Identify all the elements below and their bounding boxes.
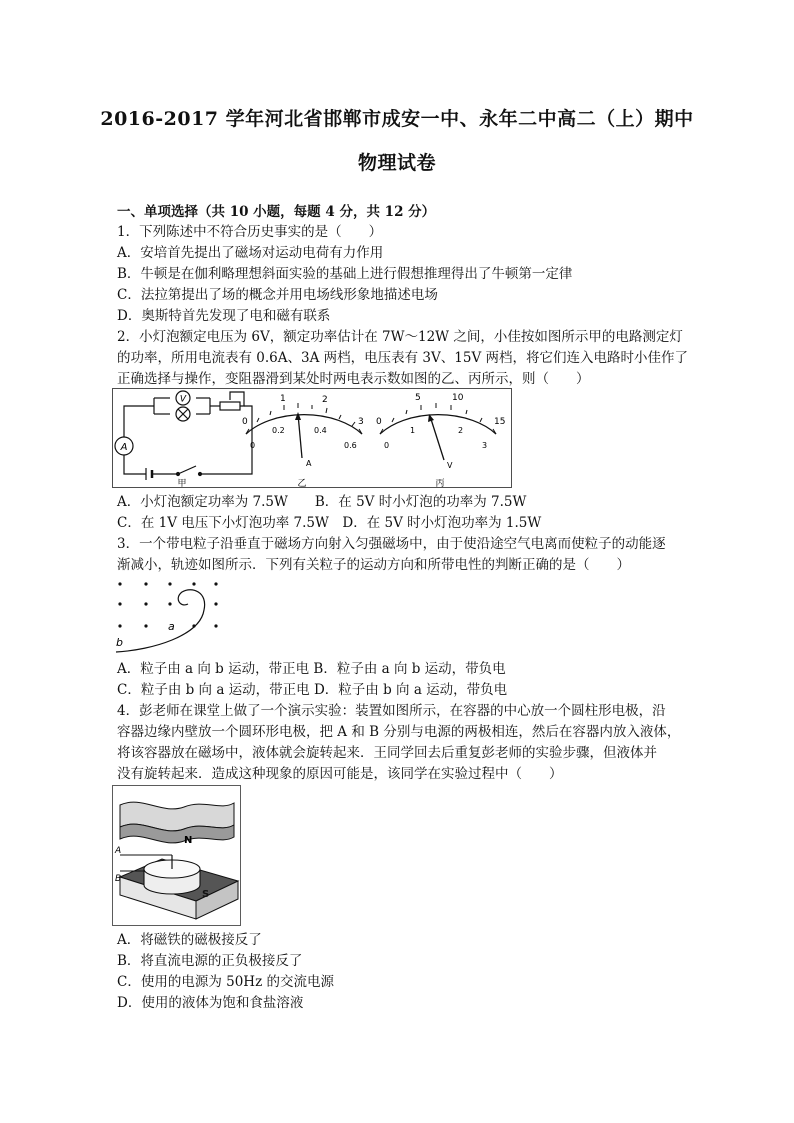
q4-option-c: C．使用的电源为 50Hz 的交流电源 bbox=[117, 974, 334, 990]
svg-text:2: 2 bbox=[458, 426, 464, 435]
electrode-a-label: A bbox=[115, 846, 122, 856]
svg-text:V: V bbox=[179, 394, 187, 405]
svg-text:V: V bbox=[447, 461, 453, 470]
svg-text:0: 0 bbox=[384, 441, 390, 450]
lamp-symbol bbox=[176, 407, 190, 421]
svg-text:1: 1 bbox=[280, 394, 286, 404]
q1-option-b: B．牛顿是在伽利略理想斜面实验的基础上进行假想推理得出了牛顿第一定律 bbox=[117, 266, 573, 282]
svg-text:0.2: 0.2 bbox=[272, 426, 285, 435]
ammeter-dial bbox=[242, 394, 364, 488]
circuit-diagram bbox=[124, 392, 252, 480]
q3-options-ab: A．粒子由 a 向 b 运动，带正电 B．粒子由 a 向 b 运动，带负电 bbox=[117, 661, 506, 677]
svg-text:N: N bbox=[184, 835, 193, 846]
svg-text:S: S bbox=[202, 889, 210, 900]
q4-figure bbox=[112, 785, 242, 927]
ammeter-symbol bbox=[115, 437, 133, 455]
svg-text:0: 0 bbox=[250, 441, 256, 450]
circuit-label: 甲 bbox=[177, 479, 187, 488]
q4-option-b: B．将直流电源的正负极接反了 bbox=[117, 953, 303, 969]
svg-text:3: 3 bbox=[358, 417, 364, 427]
q3-stem-line2: 渐减小，轨迹如图所示．下列有关粒子的运动方向和所带电性的判断正确的是（ ） bbox=[117, 557, 630, 573]
svg-text:1: 1 bbox=[410, 426, 416, 435]
point-a-label: a bbox=[168, 620, 175, 633]
q1-option-a: A．安培首先提出了磁场对运动电荷有力作用 bbox=[117, 245, 384, 261]
q1-option-c: C．法拉第提出了场的概念并用电场线形象地描述电场 bbox=[117, 287, 438, 303]
q4-stem-line2: 容器边缘内壁放一个圆环形电极，把 A 和 B 分别与电源的两极相连，然后在容器内放入液体， bbox=[117, 724, 681, 740]
svg-text:A: A bbox=[306, 459, 312, 468]
svg-text:0.6: 0.6 bbox=[344, 441, 357, 450]
q4-stem-line4: 没有旋转起来．造成这种现象的原因可能是，该同学在实验过程中（ ） bbox=[117, 766, 563, 782]
q4-option-a: A．将磁铁的磁极接反了 bbox=[117, 932, 262, 948]
page-subtitle: 物理试卷 bbox=[357, 152, 436, 174]
svg-text:3: 3 bbox=[482, 441, 488, 450]
q1-option-d: D．奥斯特首先发现了电和磁有联系 bbox=[117, 308, 331, 324]
q3-options-cd: C．粒子由 b 向 a 运动，带正电 D．粒子由 b 向 a 运动，带负电 bbox=[117, 682, 508, 698]
point-b-label: b bbox=[116, 636, 123, 649]
voltmeter-symbol bbox=[176, 391, 190, 405]
voltmeter-dial bbox=[376, 393, 505, 488]
svg-text:0: 0 bbox=[376, 417, 382, 427]
ammeter-label: 乙 bbox=[297, 479, 307, 488]
q2-stem-line2: 的功率，所用电流表有 0.6A、3A 两档，电压表有 3V、15V 两档，将它们连入电路时小佳作了 bbox=[117, 350, 688, 366]
q2-figure bbox=[112, 388, 512, 488]
svg-text:0.4: 0.4 bbox=[314, 426, 327, 435]
q4-option-d: D．使用的液体为饱和食盐溶液 bbox=[117, 995, 304, 1011]
q3-figure bbox=[112, 576, 220, 656]
voltmeter-label: 丙 bbox=[435, 479, 445, 488]
svg-text:15: 15 bbox=[494, 417, 506, 427]
q2-stem-line3: 正确选择与操作，变阻器滑到某处时两电表示数如图的乙、丙所示，则（ ） bbox=[117, 371, 590, 387]
page-title: 2016-2017 学年河北省邯郸市成安一中、永年二中高二（上）期中 bbox=[100, 108, 694, 130]
svg-text:10: 10 bbox=[452, 393, 464, 403]
q2-stem-line1: 2．小灯泡额定电压为 6V，额定功率估计在 7W～12W 之间，小佳按如图所示甲的电路测定灯 bbox=[117, 329, 683, 345]
q2-options-cd: C．在 1V 电压下小灯泡功率 7.5W D．在 5V 时小灯泡功率为 1.5W bbox=[117, 515, 542, 531]
q4-stem-line3: 将该容器放在磁场中，液体就会旋转起来．王同学回去后重复彭老师的实验步骤，但液体并 bbox=[117, 745, 657, 761]
svg-text:5: 5 bbox=[415, 393, 421, 403]
q2-options-ab: A．小灯泡额定功率为 7.5W B．在 5V 时小灯泡的功率为 7.5W bbox=[117, 494, 527, 510]
svg-text:0: 0 bbox=[242, 417, 248, 427]
particle-trajectory bbox=[116, 590, 205, 652]
q4-stem-line1: 4．彭老师在课堂上做了一个演示实验：装置如图所示，在容器的中心放一个圆柱形电极，沿 bbox=[117, 703, 666, 719]
q3-stem-line1: 3．一个带电粒子沿垂直于磁场方向射入匀强磁场中，由于使沿途空气电离而使粒子的动能逐 bbox=[117, 536, 666, 552]
electrode-b-label: B bbox=[115, 874, 122, 884]
q1-stem: 1．下列陈述中不符合历史事实的是（ ） bbox=[117, 224, 383, 240]
svg-text:2: 2 bbox=[322, 395, 328, 405]
svg-text:A: A bbox=[120, 442, 128, 453]
section-heading: 一、单项选择（共 10 小题，每题 4 分，共 12 分） bbox=[117, 204, 436, 220]
